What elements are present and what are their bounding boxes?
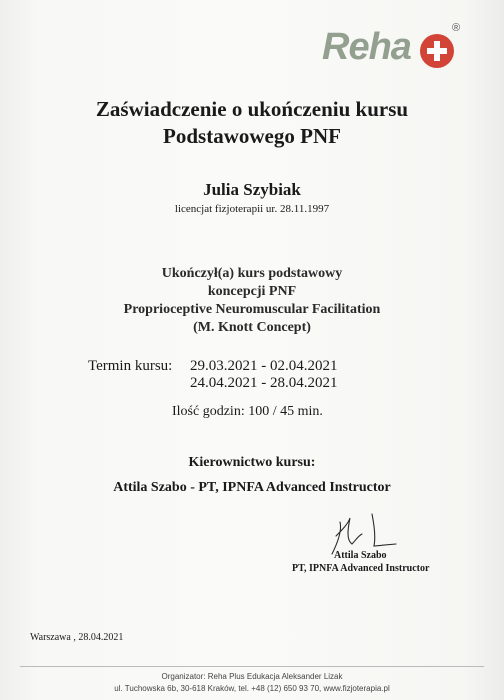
participant-licence: licencjat fizjoterapii ur. 28.11.1997 <box>174 203 330 215</box>
term-date-1: 29.03.2021 - 02.04.2021 <box>190 358 338 374</box>
signature-title: PT, IPNFA Advanced Instructor <box>292 563 430 574</box>
participant-name: Julia Szybiak <box>203 180 301 199</box>
course-line3: Proprioceptive Neuromuscular Facilitation <box>123 302 381 317</box>
term-label: Termin kursu: <box>88 358 173 374</box>
logo-text: Reha <box>322 26 411 68</box>
course-hours: Ilość godzin: 100 / 45 min. <box>172 404 323 419</box>
course-line2: koncepcji PNF <box>207 284 297 299</box>
footer-address: ul. Tuchowska 6b, 30-618 Kraków, tel. +48 (12) 650 93 70, www.fizjoterapia.pl <box>114 684 390 693</box>
place-date: Warszawa , 28.04.2021 <box>30 632 124 643</box>
course-line1: Ukończył(a) kurs podstawowy <box>161 266 343 281</box>
management-instructor: Attila Szabo - PT, IPNFA Advanced Instructor <box>113 480 391 495</box>
footer-organizer: Organizator: Reha Plus Edukacja Aleksander Lizak <box>161 672 343 681</box>
reha-plus-logo <box>322 20 472 72</box>
footer-divider <box>20 666 484 667</box>
registered-mark: ® <box>452 22 461 34</box>
course-line4: (M. Knott Concept) <box>193 320 311 335</box>
term-date-2: 24.04.2021 - 28.04.2021 <box>190 375 338 391</box>
certificate-title-line2: Podstawowego PNF <box>163 124 341 148</box>
management-heading: Kierownictwo kursu: <box>188 455 316 470</box>
certificate-title-line1: Zaświadczenie o ukończeniu kursu <box>95 97 409 121</box>
signature-name: Attila Szabo <box>334 550 387 561</box>
plus-circle-icon <box>420 34 454 68</box>
